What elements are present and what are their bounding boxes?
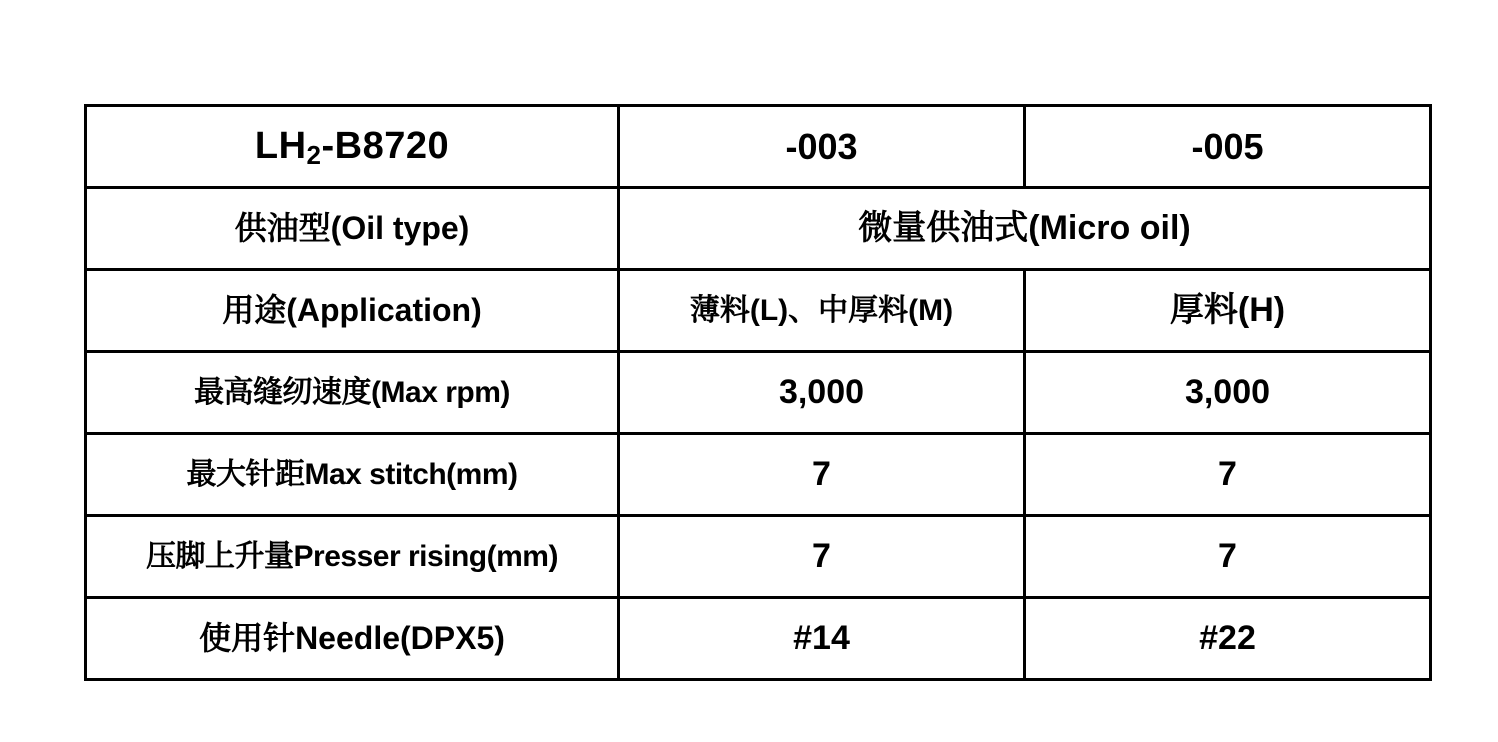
row-value-max-stitch-005: 7 — [1025, 434, 1431, 516]
row-label-oil-type: 供油型(Oil type) — [86, 188, 619, 270]
row-label-max-rpm: 最高缝纫速度(Max rpm) — [86, 352, 619, 434]
row-value-application-005: 厚料(H) — [1025, 270, 1431, 352]
column-header-variant-005: -005 — [1025, 106, 1431, 188]
table-row — [86, 516, 1431, 598]
row-value-presser-rising-005: 7 — [1025, 516, 1431, 598]
model-suffix: -B8720 — [321, 124, 450, 167]
model-prefix: LH — [254, 124, 307, 167]
row-label-presser-rising: 压脚上升量Presser rising(mm) — [86, 516, 619, 598]
table-row — [86, 188, 1431, 270]
row-value-max-stitch-003: 7 — [619, 434, 1025, 516]
table-row-header — [86, 106, 1431, 188]
table-body — [86, 106, 1431, 680]
row-value-max-rpm-003: 3,000 — [619, 352, 1025, 434]
model-subscript: 2 — [306, 139, 322, 170]
specification-table — [84, 104, 1432, 681]
model-name-cell — [86, 106, 619, 188]
column-header-variant-003: -003 — [619, 106, 1025, 188]
row-label-max-stitch: 最大针距Max stitch(mm) — [86, 434, 619, 516]
row-value-needle-005: #22 — [1025, 598, 1431, 680]
table-row — [86, 598, 1431, 680]
table-row — [86, 352, 1431, 434]
table-row — [86, 270, 1431, 352]
row-label-needle: 使用针Needle(DPX5) — [86, 598, 619, 680]
row-value-presser-rising-003: 7 — [619, 516, 1025, 598]
row-value-oil-type-merged: 微量供油式(Micro oil) — [619, 188, 1431, 270]
row-value-application-003: 薄料(L)、中厚料(M) — [619, 270, 1025, 352]
row-value-needle-003: #14 — [619, 598, 1025, 680]
row-value-max-rpm-005: 3,000 — [1025, 352, 1431, 434]
row-label-application: 用途(Application) — [86, 270, 619, 352]
table-row — [86, 434, 1431, 516]
